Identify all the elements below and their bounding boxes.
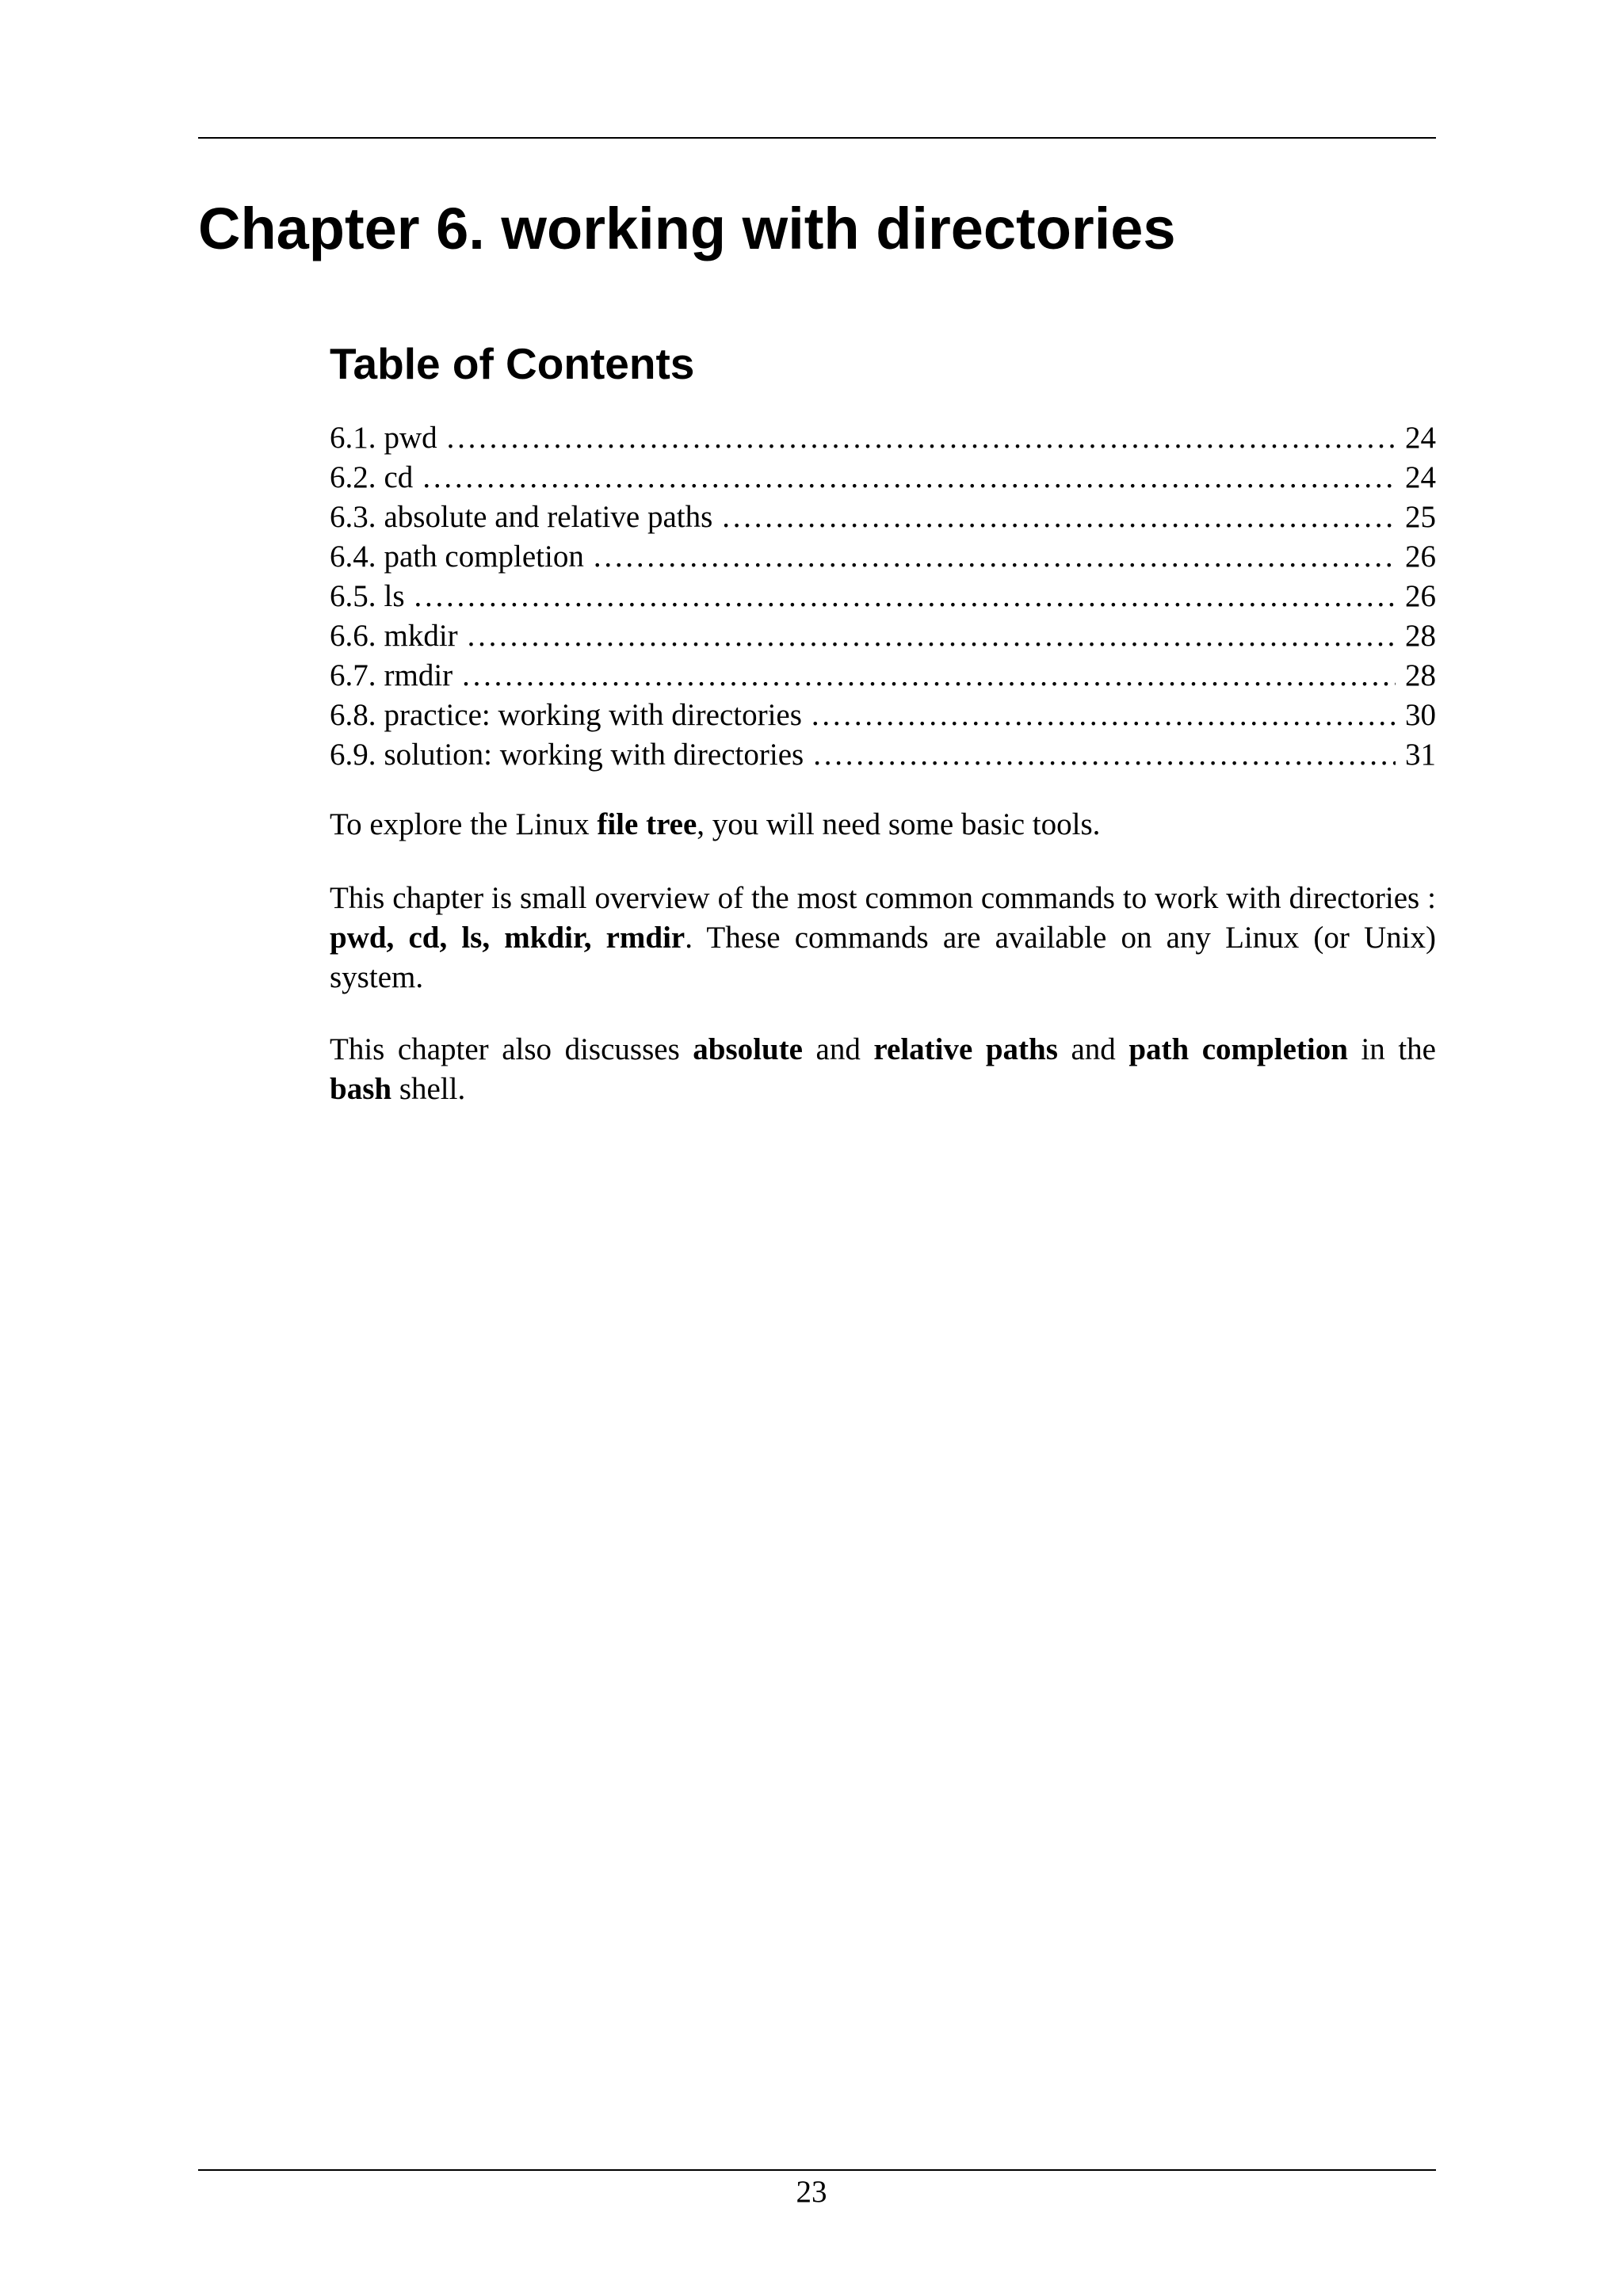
toc-entry-page[interactable]: 31	[1405, 738, 1436, 772]
term-file-tree: file tree	[597, 807, 697, 841]
footer-rule	[198, 2169, 1436, 2171]
toc-entry-title[interactable]: path completion	[384, 540, 584, 574]
paragraph-text: , you will need some basic tools.	[697, 807, 1101, 841]
toc-entry-number: 6.2.	[330, 460, 376, 494]
toc-entry-title[interactable]: mkdir	[384, 619, 458, 653]
toc-entry-number: 6.7.	[330, 658, 376, 692]
paragraph-text: and	[1057, 1032, 1129, 1066]
term-bash: bash	[330, 1072, 392, 1106]
toc-heading: Table of Contents	[330, 339, 695, 388]
command-list: pwd, cd, ls, mkdir, rmdir	[330, 921, 685, 955]
toc-entry-number: 6.1.	[330, 421, 376, 455]
intro-paragraph	[330, 805, 1436, 845]
toc-entry-title[interactable]: absolute and relative paths	[384, 500, 713, 534]
toc-entry-mkdir[interactable]	[330, 616, 1436, 656]
toc-entry-title[interactable]: ls	[384, 579, 405, 613]
toc-entry-number: 6.3.	[330, 500, 376, 534]
toc-entry-ls[interactable]	[330, 577, 1436, 616]
toc-entry-number: 6.4.	[330, 540, 376, 574]
toc-entry-solution[interactable]	[330, 735, 1436, 775]
toc-entry-number: 6.6.	[330, 619, 376, 653]
paragraph-text: in the	[1347, 1032, 1436, 1066]
toc-entry-number: 6.9.	[330, 738, 376, 772]
toc-entry-practice[interactable]	[330, 696, 1436, 735]
toc-entry-page[interactable]: 26	[1405, 540, 1436, 574]
table-of-contents	[330, 418, 1436, 775]
topics-paragraph	[330, 1030, 1436, 1109]
paragraph-text: and	[803, 1032, 874, 1066]
chapter-title: Chapter 6. working with directories	[198, 196, 1176, 261]
toc-dot-leader	[422, 458, 1396, 498]
term-path-completion: path completion	[1128, 1032, 1348, 1066]
header-rule	[198, 137, 1436, 139]
term-relative-paths: relative paths	[873, 1032, 1058, 1066]
toc-entry-title[interactable]: cd	[384, 460, 414, 494]
toc-entry-title[interactable]: rmdir	[384, 658, 453, 692]
toc-entry-page[interactable]: 28	[1405, 658, 1436, 692]
toc-dot-leader	[594, 537, 1396, 577]
term-absolute: absolute	[693, 1032, 803, 1066]
toc-dot-leader	[722, 498, 1396, 537]
toc-entry-absolute-relative-paths[interactable]	[330, 498, 1436, 537]
toc-entry-page[interactable]: 28	[1405, 619, 1436, 653]
toc-dot-leader	[468, 616, 1396, 656]
toc-entry-number: 6.5.	[330, 579, 376, 613]
toc-entry-page[interactable]: 24	[1405, 460, 1436, 494]
paragraph-text: To explore the Linux	[330, 807, 598, 841]
toc-entry-title[interactable]: practice: working with directories	[384, 698, 802, 732]
toc-entry-number: 6.8.	[330, 698, 376, 732]
toc-entry-path-completion[interactable]	[330, 537, 1436, 577]
toc-entry-title[interactable]: solution: working with directories	[384, 738, 804, 772]
page-number: 23	[796, 2175, 827, 2209]
paragraph-text: shell.	[391, 1072, 466, 1106]
toc-entry-cd[interactable]	[330, 458, 1436, 498]
toc-dot-leader	[447, 418, 1396, 458]
toc-entry-pwd[interactable]	[330, 418, 1436, 458]
toc-entry-title[interactable]: pwd	[384, 421, 437, 455]
toc-dot-leader	[813, 735, 1396, 775]
toc-entry-rmdir[interactable]	[330, 656, 1436, 696]
overview-paragraph	[330, 879, 1436, 997]
toc-entry-page[interactable]: 26	[1405, 579, 1436, 613]
paragraph-text: This chapter also discusses	[330, 1032, 693, 1066]
toc-entry-page[interactable]: 25	[1405, 500, 1436, 534]
toc-dot-leader	[414, 577, 1396, 616]
paragraph-text: . These commands are available on any Linux (or Unix) system.	[330, 921, 1437, 994]
toc-entry-page[interactable]: 30	[1405, 698, 1436, 732]
toc-dot-leader	[462, 656, 1396, 696]
paragraph-text: This chapter is small overview of the most common commands to work with directories :	[330, 881, 1436, 915]
toc-dot-leader	[812, 696, 1396, 735]
toc-entry-page[interactable]: 24	[1405, 421, 1436, 455]
